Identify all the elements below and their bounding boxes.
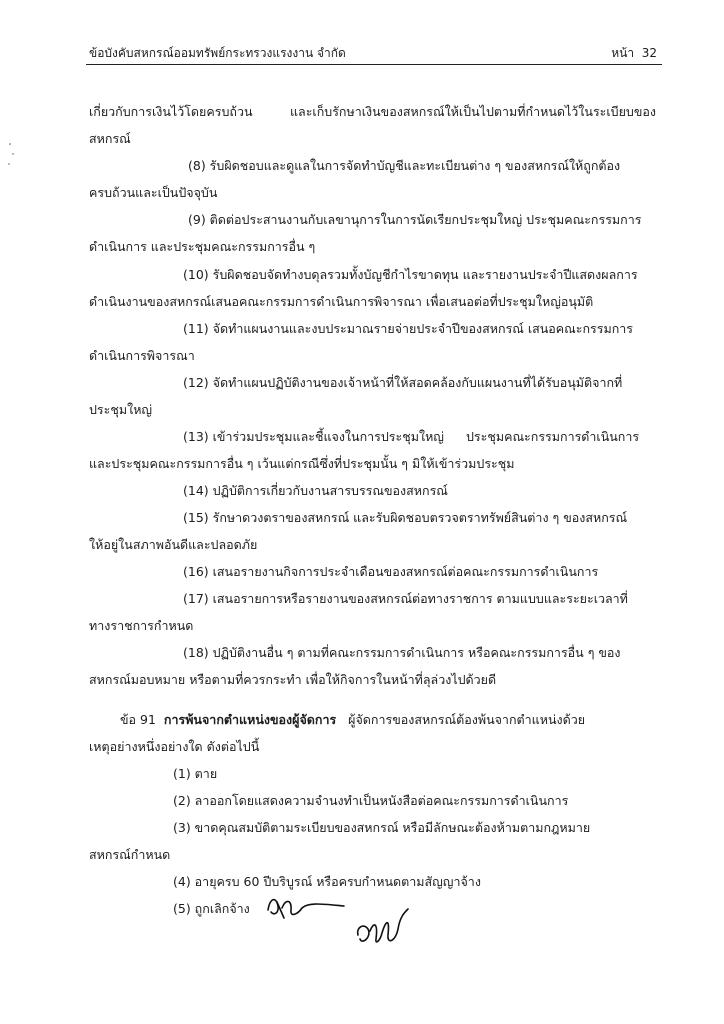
clause-2: (2) ลาออกโดยแสดงความจำนงทำเป็นหนังสือต่อคณะกรรมการดำเนินการ	[173, 793, 569, 808]
list-item-11-cont: ดำเนินการพิจารณา	[89, 348, 195, 363]
paragraph-line: สหกรณ์	[89, 131, 131, 146]
clause-5: (5) ถูกเลิกจ้าง	[173, 901, 250, 916]
page-label: หน้า	[611, 46, 635, 60]
list-item-15-cont: ให้อยู่ในสภาพอันดีและปลอดภัย	[89, 537, 258, 552]
paragraph-line: เกี่ยวกับการเงินไว้โดยครบถ้วน	[89, 104, 253, 119]
list-item-17: (17) เสนอรายการหรือรายงานของสหกรณ์ต่อทางราชการ ตามแบบและระยะเวลาที่	[183, 591, 628, 606]
article-91-heading	[120, 712, 585, 728]
paragraph-line: และเก็บรักษาเงินของสหกรณ์ให้เป็นไปตามที่กำหนดไว้ในระเบียบของ	[290, 104, 656, 119]
list-item-16: (16) เสนอรายงานกิจการประจำเดือนของสหกรณ์ต่อคณะกรรมการดำเนินการ	[183, 564, 599, 579]
list-item-18: (18) ปฏิบัติงานอื่น ๆ ตามที่คณะกรรมการดำเนินการ หรือคณะกรรมการอื่น ๆ ของ	[183, 645, 621, 660]
list-item-10-cont: ดำเนินงานของสหกรณ์เสนอคณะกรรมการดำเนินการพิจารณา เพื่อเสนอต่อที่ประชุมใหญ่อนุมัติ	[89, 294, 594, 309]
list-item-12: (12) จัดทำแผนปฏิบัติงานของเจ้าหน้าที่ให้สอดคล้องกับแผนงานที่ได้รับอนุมัติจากที่	[183, 375, 623, 390]
list-item-14: (14) ปฏิบัติการเกี่ยวกับงานสารบรรณของสหกรณ์	[183, 483, 448, 498]
article-number: ข้อ 91	[120, 712, 156, 727]
article-title: การพ้นจากตำแหน่งของผู้จัดการ	[163, 712, 337, 727]
list-item-10: (10) รับผิดชอบจัดทำงบดุลรวมทั้งบัญชีกำไรขาดทุน และรายงานประจำปีแสดงผลการ	[183, 267, 638, 282]
list-item-13: (13) เข้าร่วมประชุมและชี้แจงในการประชุมใหญ่	[183, 429, 444, 444]
header-title: ข้อบังคับสหกรณ์ออมทรัพย์กระทรวงแรงงาน จำกัด	[89, 46, 346, 60]
clause-4: (4) อายุครบ 60 ปีบริบูรณ์ หรือครบกำหนดตามสัญญาจ้าง	[173, 874, 481, 889]
header-rule	[86, 64, 662, 65]
list-item-11: (11) จัดทำแผนงานและงบประมาณรายจ่ายประจำปีของสหกรณ์ เสนอคณะกรรมการ	[183, 321, 634, 336]
clause-3-cont: สหกรณ์กำหนด	[89, 847, 171, 862]
list-item-8-cont: ครบถ้วนและเป็นปัจจุบัน	[89, 185, 218, 200]
list-item-12-cont: ประชุมใหญ่	[89, 402, 153, 417]
list-item-17-cont: ทางราชการกำหนด	[89, 618, 194, 633]
clause-3: (3) ขาดคุณสมบัติตามระเบียบของสหกรณ์ หรือมีลักษณะต้องห้ามตามกฎหมาย	[173, 820, 591, 835]
list-item-13-part: ประชุมคณะกรรมการดำเนินการ	[466, 429, 640, 444]
list-item-13-cont: และประชุมคณะกรรมการอื่น ๆ เว้นแต่กรณีซึ่งที่ประชุมนั้น ๆ มิให้เข้าร่วมประชุม	[89, 456, 515, 471]
list-item-9: (9) ติดต่อประสานงานกับเลขานุการในการนัดเรียกประชุมใหญ่ ประชุมคณะกรรมการ	[188, 212, 642, 227]
article-text: ผู้จัดการของสหกรณ์ต้องพ้นจากตำแหน่งด้วย	[348, 712, 586, 727]
list-item-15: (15) รักษาดวงตราของสหกรณ์ และรับผิดชอบตรวจตราทรัพย์สินต่าง ๆ ของสหกรณ์	[183, 510, 628, 525]
list-item-18-cont: สหกรณ์มอบหมาย หรือตามที่ควรกระทำ เพื่อให้กิจการในหน้าที่ลุล่วงไปด้วยดี	[89, 672, 497, 687]
page-number-label	[611, 44, 657, 63]
page-number: 32	[641, 46, 657, 60]
article-91-cont: เหตุอย่างหนึ่งอย่างใด ดังต่อไปนี้	[89, 739, 260, 754]
clause-1: (1) ตาย	[173, 766, 218, 781]
signature-1	[262, 888, 348, 928]
list-item-9-cont: ดำเนินการ และประชุมคณะกรรมการอื่น ๆ	[89, 239, 316, 254]
scan-specks	[4, 140, 20, 170]
list-item-8: (8) รับผิดชอบและดูแลในการจัดทำบัญชีและทะเบียนต่าง ๆ ของสหกรณ์ให้ถูกต้อง	[188, 158, 621, 173]
signature-2	[352, 905, 422, 953]
